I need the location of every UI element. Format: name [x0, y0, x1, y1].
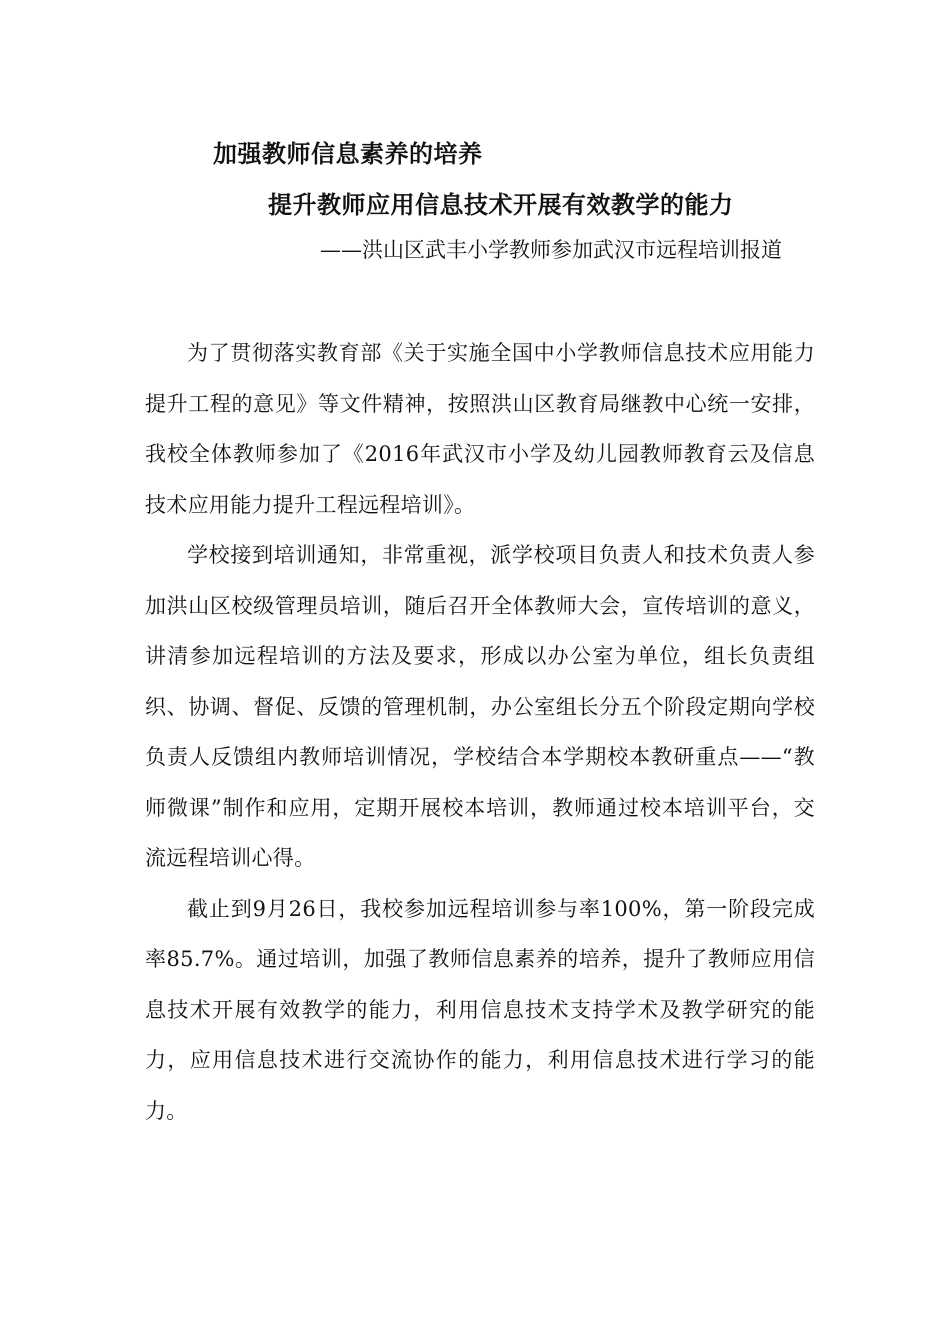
paragraph-2: 学校接到培训通知，非常重视，派学校项目负责人和技术负责人参加洪山区校级管理员培训，随后召开全体教师大会，宣传培训的意义，讲清参加远程培训的方法及要求，形成以办公室为单位，组长负责组织、协调、督促、反馈的管理机制，办公室组长分五个阶段定期向学校负责人反馈组内教师培训情况，学校结合本学期校本教研重点——“教师微课”制作和应用，定期开展校本培训，教师通过校本培训平台，交流远程培训心得。: [145, 543, 815, 870]
paragraph-3: 截止到9月26日，我校参加远程培训参与率100%，第一阶段完成率85.7%。通过培训，加强了教师信息素养的培养，提升了教师应用信息技术开展有效教学的能力，利用信息技术支持学术及教学研究的能力，应用信息技术进行交流协作的能力，利用信息技术进行学习的能力。: [145, 896, 815, 1123]
subtitle: ——洪山区武丰小学教师参加武汉市远程培训报道: [320, 238, 782, 262]
title-line-2: 提升教师应用信息技术开展有效教学的能力: [268, 190, 734, 219]
body-text: [145, 328, 815, 1136]
paragraph-1: 为了贯彻落实教育部《关于实施全国中小学教师信息技术应用能力提升工程的意见》等文件精神，按照洪山区教育局继教中心统一安排，我校全体教师参加了《2016年武汉市小学及幼儿园教师教育云及信息技术应用能力提升工程远程培训》。: [145, 341, 815, 517]
title-line-1: 加强教师信息素养的培养: [213, 139, 483, 168]
